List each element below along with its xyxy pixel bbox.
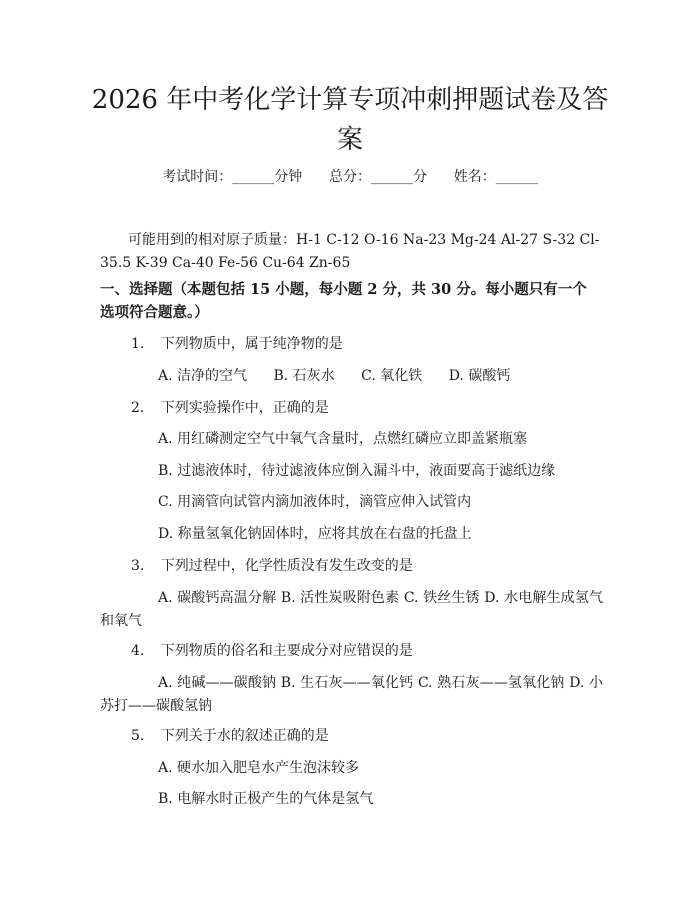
question-number: 5. xyxy=(131,728,145,744)
option-a: A. 洁净的空气 xyxy=(158,368,248,384)
question-stem: 下列关于水的叙述正确的是 xyxy=(160,728,329,744)
question-4-options: A. 纯碱——碳酸钠 B. 生石灰——氧化钙 C. 熟石灰——氢氧化钠 D. 小苏打——碳酸氢钠 xyxy=(100,675,603,714)
option-b: B. 过滤液体时，待过滤液体应倒入漏斗中，液面要高于滤纸边缘 xyxy=(158,463,556,479)
question-number: 4. xyxy=(131,643,145,659)
question-2 xyxy=(131,398,329,418)
atomic-masses-note: 可能用到的相对原子质量：H-1 C-12 O-16 Na-23 Mg-24 Al-27 S-32 Cl-35.5 K-39 Ca-40 Fe-56 Cu-64 Zn-65 xyxy=(100,232,600,271)
question-1 xyxy=(131,334,343,354)
option-a: A. 用红磷测定空气中氧气含量时，点燃红磷应立即盖紧瓶塞 xyxy=(158,431,528,447)
question-stem: 下列过程中，化学性质没有发生改变的是 xyxy=(160,558,413,574)
option-d: D. 碳酸钙 xyxy=(448,368,511,384)
option-d: D. 称量氢氧化钠固体时，应将其放在右盘的托盘上 xyxy=(158,526,472,542)
question-1-options xyxy=(158,366,510,386)
question-number: 2. xyxy=(131,400,145,416)
option-c: C. 用滴管向试管内滴加液体时，滴管应伸入试管内 xyxy=(158,494,472,510)
question-number: 1. xyxy=(131,336,145,352)
option-c: C. 氧化铁 xyxy=(361,368,423,384)
option-a: A. 硬水加入肥皂水产生泡沫较多 xyxy=(158,760,360,776)
question-number: 3. xyxy=(131,558,145,574)
question-4 xyxy=(131,641,413,661)
exam-meta-line: 考试时间：______分钟 总分：______分 姓名：______ xyxy=(162,169,538,185)
question-stem: 下列物质的俗名和主要成分对应错误的是 xyxy=(160,643,413,659)
question-stem: 下列物质中，属于纯净物的是 xyxy=(160,336,343,352)
option-b: B. 石灰水 xyxy=(273,368,335,384)
exam-title: 2026 年中考化学计算专项冲刺押题试卷及答案 xyxy=(91,85,609,155)
question-3-options: A. 碳酸钙高温分解 B. 活性炭吸附色素 C. 铁丝生锈 D. 水电解生成氢气和氧气 xyxy=(100,590,603,629)
section-heading: 一、选择题（本题包括 15 小题，每小题 2 分，共 30 分。每小题只有一个选项符合题意。） xyxy=(100,281,587,321)
question-stem: 下列实验操作中，正确的是 xyxy=(160,400,329,416)
option-b: B. 电解水时正极产生的气体是氢气 xyxy=(158,791,374,807)
question-5 xyxy=(131,726,329,746)
question-3 xyxy=(131,556,413,576)
